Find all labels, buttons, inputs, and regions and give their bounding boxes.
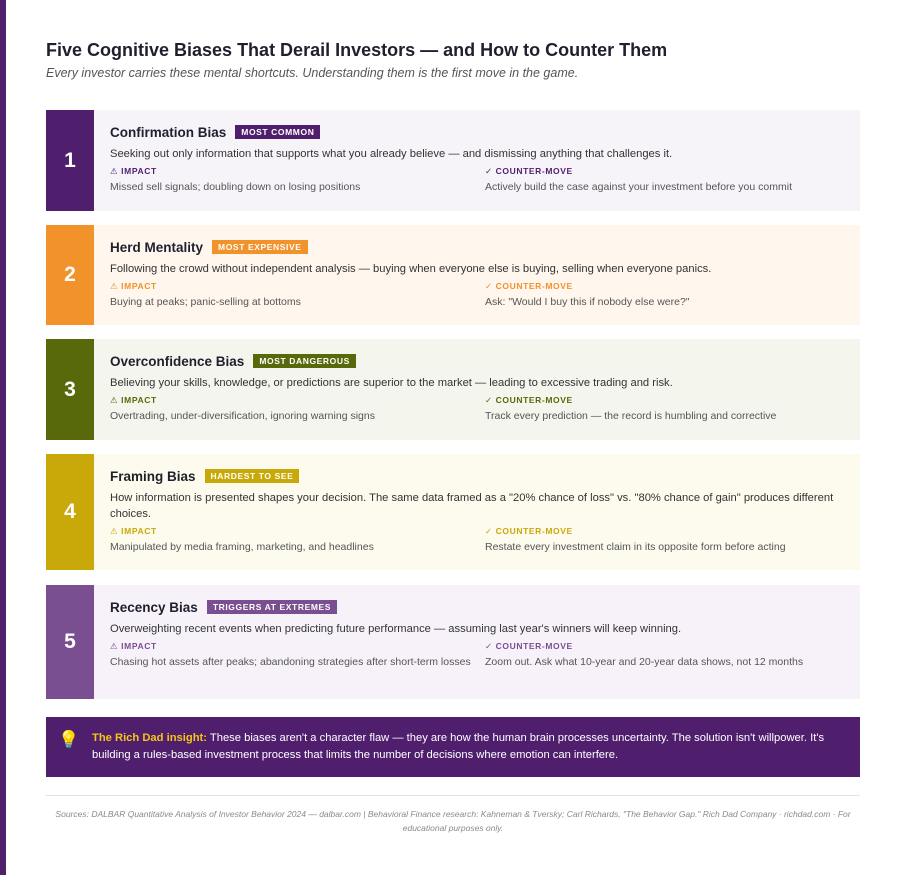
counter-label: ✓ COUNTER-MOVE [485,395,573,405]
impact-column [110,165,485,195]
bias-details [110,280,845,310]
bias-details [110,394,845,424]
counter-column [485,280,845,310]
insight-lead: The Rich Dad insight: [92,732,207,744]
bias-name: Framing Bias [110,468,196,484]
bias-content [94,110,861,211]
counter-label: ✓ COUNTER-MOVE [485,166,573,176]
bias-number: 4 [46,454,94,570]
insight-callout [46,717,860,777]
counter-column [485,640,845,670]
counter-text: Actively build the case against your investment before you commit [485,181,792,193]
impact-column [110,640,485,670]
impact-label: ⚠ IMPACT [110,526,157,536]
bias-header [110,467,845,485]
counter-text: Track every prediction — the record is humbling and corrective [485,410,777,422]
bias-content [94,225,861,325]
bias-details [110,640,845,670]
impact-text: Buying at peaks; panic-selling at bottoms [110,296,301,308]
impact-column [110,280,485,310]
counter-text: Restate every investment claim in its opposite form before acting [485,541,786,553]
page-title: Five Cognitive Biases That Derail Investors — and How to Counter Them [46,40,668,60]
bias-badge: MOST DANGEROUS [253,354,356,368]
impact-label: ⚠ IMPACT [110,395,157,405]
bias-details [110,165,845,195]
counter-column [485,394,845,424]
bias-description: Believing your skills, knowledge, or predictions are superior to the market — leading to excessive trading and risk. [110,377,673,389]
bias-header [110,238,845,256]
impact-text: Overtrading, under-diversification, ignoring warning signs [110,410,375,422]
impact-text: Missed sell signals; doubling down on losing positions [110,181,361,193]
bias-name: Recency Bias [110,599,198,615]
bias-badge: TRIGGERS AT EXTREMES [207,600,337,614]
bias-description: Overweighting recent events when predicting future performance — assuming last year's winners will keep winning. [110,623,682,635]
insight-text [92,717,860,777]
page-subtitle: Every investor carries these mental shortcuts. Understanding them is the first move in the game. [46,66,579,80]
bias-card [46,339,860,440]
bias-content [94,339,861,440]
bias-number: 3 [46,339,94,440]
impact-text: Chasing hot assets after peaks; abandoning strategies after short-term losses [110,656,471,668]
bias-card [46,225,860,325]
impact-label: ⚠ IMPACT [110,281,157,291]
sources-footnote: Sources: DALBAR Quantitative Analysis of Investor Behavior 2024 — dalbar.com | Behavioral Finance research: Kahneman & Tversky; Carl Richards, "The Behavior Gap." Rich Dad Company · richdad.com · For educational purposes only. [55,809,851,833]
footer-divider [46,795,860,796]
impact-column [110,525,485,555]
counter-column [485,165,845,195]
bias-badge: MOST COMMON [235,125,320,139]
bias-card [46,110,860,211]
bias-header [110,598,845,616]
bias-content [94,585,861,699]
impact-text: Manipulated by media framing, marketing, and headlines [110,541,374,553]
bias-number: 1 [46,110,94,211]
bias-description: Seeking out only information that supports what you already believe — and dismissing anything that challenges it. [110,148,673,160]
bias-badge: MOST EXPENSIVE [212,240,308,254]
bias-card [46,585,860,699]
bias-details [110,525,845,555]
bias-name: Herd Mentality [110,239,204,255]
bias-number: 5 [46,585,94,699]
counter-label: ✓ COUNTER-MOVE [485,526,573,536]
insight-body: These biases aren't a character flaw — they are how the human brain processes uncertainty. The solution isn't willpower. It's building a rules-based investment process that limits the number of decisions where emotion can interfere. [92,732,825,761]
counter-label: ✓ COUNTER-MOVE [485,641,573,651]
counter-column [485,525,845,555]
bias-header [110,352,845,370]
bias-header [110,123,845,141]
lightbulb-icon: 💡 [58,730,80,749]
bias-name: Confirmation Bias [110,124,227,140]
impact-label: ⚠ IMPACT [110,166,157,176]
left-accent-bar [0,0,6,875]
impact-column [110,394,485,424]
bias-card [46,454,860,570]
counter-text: Zoom out. Ask what 10-year and 20-year data shows, not 12 months [485,656,804,668]
counter-text: Ask: "Would I buy this if nobody else were?" [485,296,690,308]
bias-description: Following the crowd without independent analysis — buying when everyone else is buying, selling when everyone panics. [110,263,712,275]
bias-description: How information is presented shapes your decision. The same data framed as a "20% chance of loss" vs. "80% chance of gain" produces different choices. [110,492,834,520]
bias-content [94,454,861,570]
bias-badge: HARDEST TO SEE [205,469,300,483]
impact-label: ⚠ IMPACT [110,641,157,651]
bias-number: 2 [46,225,94,325]
bias-name: Overconfidence Bias [110,353,245,369]
counter-label: ✓ COUNTER-MOVE [485,281,573,291]
